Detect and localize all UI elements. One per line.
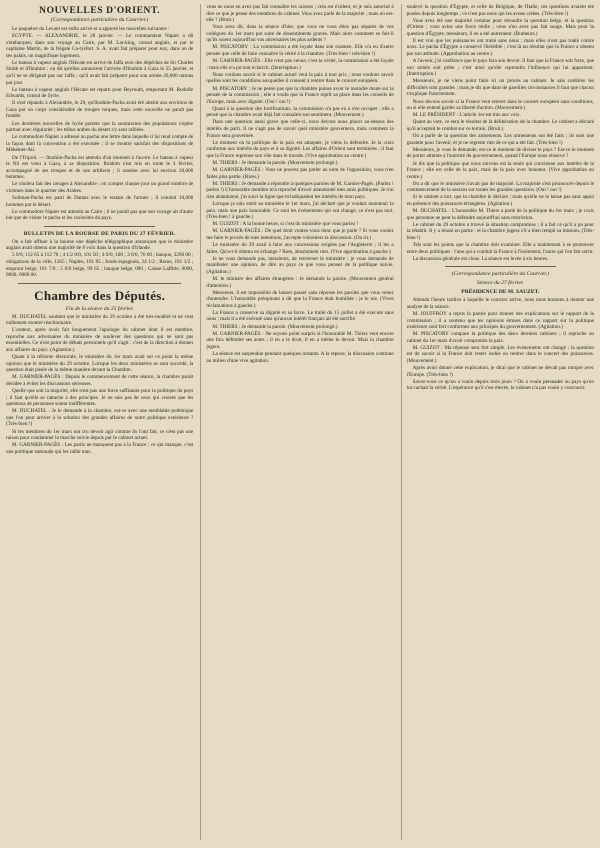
debate-paragraph: M. THIERS : Je demande la parole. (Mouvement prolongé.) xyxy=(212,159,338,166)
debate-paragraph: Si les membres du 1er mars ont cru devoir agir comme ils l'ont fait, ce n'est pas une raison pour condamner la marche suivie depuis par le cabinet actuel. xyxy=(6,428,194,442)
article-paragraph: Les dernières nouvelles de Syrie portent que la soumission des populations s'opère partout avec régularité ; les tribus arabes du désert s'y sont ralliées. xyxy=(6,120,194,134)
debate-paragraph: M. DUCHATEL : Je le demande à la chambre, est-ce avec une semblable polémique que l'on peut arriver à la solution des grandes affaires de notre politique extérieure ? (Très-bien !) xyxy=(6,408,194,428)
debate-paragraph: M. THIERS : Je demande la parole. (Mouvement prolongé.) xyxy=(212,323,338,330)
debate-paragraph: Après avoir donné cette explication, je dirai que le cabinet ne devait pas rompre avec l'Europe. (Très-bien !) xyxy=(406,365,594,378)
debate-paragraph: M. GUIZOT : Ma réponse sera fort simple. Les événements ont changé ; la question est de savoir si la France doit rester isolée ou rentrer dans le concert des puissances. (Mouvement.) xyxy=(406,344,594,364)
debate-paragraph: L'orateur, après avoir fait longuement l'apologie du cabinet dont il est membre, reproche aux adversaires du ministère de soulever des questions qui ne sont pas essentielles. Ce n'est point de débats personnels qu'il s'agit ; c'est de la direction à donner aux affaires du pays. (Agitation.) xyxy=(6,327,194,353)
divider xyxy=(44,226,155,227)
debate-paragraph: M. GARNIER-PAGÈS : Vous ne pouvez pas parler au nom de l'opposition, vous n'en faites plus partie. (Rires.) xyxy=(206,167,394,180)
divider xyxy=(445,266,556,267)
chamber-title: Chambre des Députés. xyxy=(34,287,166,303)
debate-paragraph: La France a conservé sa dignité et sa force. Le traité du 15 juillet a été exécuté sans nous ; mais il a été exécuté sans qu'aucun intérêt français ait été sacrifié. xyxy=(206,309,394,323)
debate-paragraph: Attendu l'heure tardive à laquelle le courrier arrive, nous nous bornons à donner une analyse de la séance. xyxy=(406,297,594,310)
article-paragraph: EGYPTE. — ALEXANDRIE, le 28 janvier. — Le commandant Napier a dû s'embarquer, dans son voyage au Caire, par M. Lar-king, consul anglais, et par le capitaine Martin, de la frégate Ca-rysfort. S. A. avait fait préparer pour eux, dans un de ses palais, un magnifique logement. xyxy=(6,33,194,59)
presidency-heading: PRÉSIDENCE DE M. SAUZET. xyxy=(461,289,540,296)
debate-paragraph: soulevé la question d'Égypte, et celle de Belgique, de l'Italie, ces questions avaient été posées depuis longtemps ; ce n'est pas nous qui les avons créées. (Très-bien !) xyxy=(406,4,594,17)
debate-paragraph: Lorsque je suis entré au ministère le 1er mars, j'ai déclaré que je voulais maintenir la paix, mais une paix honorable. Ce sont les événements qui ont changé, ce n'est pas moi. (Très-bien ! à gauche.) xyxy=(206,200,394,221)
debate-paragraph: Quant à la question des fortifications, la commission n'a pas eu à s'en occuper ; elle a pensé que la chambre avait déjà fait connaître son sentiment. (Mouvement.) xyxy=(206,105,394,119)
debate-paragraph: M. DUCHATEL : L'honorable M. Thiers a parlé de la politique du 1er mars ; je crois que personne ne peut la défendre aujourd'hui sans restriction. xyxy=(406,208,594,221)
debate-paragraph: A l'avenir, j'ai confiance que le pays fera son devoir. Il faut que la France soit forte, que son armée soit prête ; c'est ainsi qu'elle reprendra l'influence qui lui appartient. (Interruption.) xyxy=(406,58,594,78)
chamber-sitting-date: Fin de la séance du 25 février. xyxy=(65,305,134,312)
debate-paragraph: Si le cabinet a tort, que la chambre le déclare ; mais qu'elle ne le laisse pas sans appui en présence des puissances étrangères. (Agitation.) xyxy=(406,194,594,207)
debate-paragraph: M. le ministre des affaires étrangères : Je demande la parole. (Mouvement général d'attention.) xyxy=(206,275,394,289)
bourse-bulletin-title: BULLETIN DE LA BOURSE DE PARIS DU 27 FÉVRIER. xyxy=(23,230,176,237)
debate-paragraph: M. JOUFFROY a repris la parole pour donner des explications sur le rapport de la commission ; il a soutenu que les opinions émises dans ce rapport sur la politique extérieure sont fort conformes aux principes du gouvernement. (Agitation.) xyxy=(406,310,594,331)
article-paragraph: Soliman-Pacha est parti de Damas avec le restant de l'armée ; il conduit 10,000 hommes par le désert. xyxy=(6,195,194,208)
section-header-orient: NOUVELLES D'ORIENT. xyxy=(39,6,161,16)
debate-paragraph: Le moment où la politique de la paix est attaquée, je viens la défendre. Je la crois conforme aux intérêts du pays et à sa dignité. Les affaires d'Orient sont terminées ; il faut que la France reprenne son rôle dans le monde. (Vive approbation au centre.) xyxy=(206,139,394,159)
debate-paragraph: vous ne nous en avez pas fait connaître les raisons ; cela est évident, et je suis autorisé à dire ce que je pense des membres du cabinet. Vous avez parlé de la majorité ; mais où est-elle ? (Bruit.) xyxy=(206,4,394,24)
debate-paragraph: Savez-vous ce qu'on a voulu depuis trois jours ? On a voulu persuader au pays qu'on lui cachait la vérité. L'espérance qu'il s'est élevée, le cabinet n'a pas voulu y concourir. xyxy=(406,378,594,392)
debate-paragraph: M. GARNIER-PAGÈS : Les partis ne manquent pas à la France ; ce qui manque, c'est une politique nationale qui les rallie tous. xyxy=(6,442,194,455)
debate-paragraph: Dans une question aussi grave que celle-ci, nous devons nous placer au-dessus des intérêts de parti. Il ne s'agit pas de savoir quel ministère gouvernera, mais comment la France sera gouvernée. xyxy=(206,119,394,139)
column-1 xyxy=(6,4,193,840)
debate-paragraph: Le ministère du 29 avait à faire aux concessions exigées par l'Angleterre ; il les a faites. Qu'a-t-il obtenu en échange ? Rien, absolument rien. (Vive approbation à gauche.) xyxy=(206,242,394,255)
article-paragraph: De l'Tripoli. — Ibrahim-Pacha est attendu d'un moment à l'au-tre. Le bateau à vapeur le Nil est venu à Gaza, à sa disposition. Ibrahim s'est mis en route le 4 février, accompagné de ses troupes et de son artillerie ; il ramène avec lui environ 20,000 hommes. xyxy=(6,154,194,181)
debate-paragraph: M. GARNIER-PAGÈS : Ne soyons point surpris si l'honorable M. Thiers veut encore une fois défendre ses actes ; il en a le droit, il en a même le devoir. Mais la chambre jugera. xyxy=(206,330,394,350)
correspondence-note: (Correspondance particulière du Courrier.) xyxy=(451,271,550,278)
debate-paragraph: M. PISCATORY : La commission a été loyale dans son examen. Elle n'a eu d'autre pensée que celle de faire connaître la vérité à la chambre. (Très-bien ! très-bien !) xyxy=(206,44,394,58)
debate-paragraph: Je dis que la politique que nous suivons est la seule qui convienne aux intérêts de la France ; elle est celle de la paix, mais de la paix avec honneur. (Vive approbation au centre.) xyxy=(406,160,594,180)
newspaper-page xyxy=(6,4,594,840)
debate-paragraph: Messieurs, je vous le demande, est-ce le moment de diviser le pays ? Est-ce le moment de porter atteinte à l'autorité du gouvernement, quand l'Europe nous observe ? xyxy=(406,146,594,160)
debate-paragraph: M. PISCATORY : Je ne pense pas que la chambre puisse avoir le moindre doute sur la pensée de la commission ; elle a voulu que la France reprît sa place dans les conseils de l'Europe, mais avec dignité. (Oui ! oui !) xyxy=(206,85,394,105)
article-paragraph: Le commodore Napier a adressé au pacha une lettre dans laquelle il lui rend compte de la façon dont la convention a été exécutée ; il se montre satisfait des dispositions de Méhémet-Ali. xyxy=(6,134,194,154)
column-2 xyxy=(200,4,393,840)
debate-paragraph: Nous voulons savoir si le cabinet actuel veut la paix à tout prix ; nous voulons savoir quelles sont les conditions auxquelles il consent à rentrer dans le concert européen. xyxy=(206,71,394,85)
article-paragraph: Le cholera fait des ravages à Alexandrie ; on compte chaque jour un grand nombre de victimes dans le quartier des Arabes. xyxy=(6,181,194,194)
debate-paragraph: M. GUIZOT : A la bonne heure, si c'est du ministère que vous parlez ! xyxy=(212,221,359,228)
debate-paragraph: M. THIERS : Je demande à répondre à quelques paroles de M. Garnier-Pagès. (Parlez ! parlez !) L'honorable membre m'a reproché d'avoir abandonné mes amis politiques. Je n'ai rien abandonné, j'ai suivi la ligne que m'indiquaient les intérêts de mon pays. xyxy=(206,180,394,200)
correspondence-note: (Correspondance particulière du Courrier.) xyxy=(50,17,149,23)
column-3 xyxy=(401,4,594,840)
debate-paragraph: On a dit que le ministère n'avait pas de majorité. La majorité s'est prononcée depuis le commencement de la session sur toutes les grandes questions. (Oui ! oui !) xyxy=(406,180,594,194)
debate-paragraph: Messieurs, il est impossible de laisser passer sans réponse les paroles que vous venez d'entendre. L'honorable préopinant a dit que la France était humiliée ; je le nie. (Vives réclamations à gauche.) xyxy=(206,289,394,309)
sitting-date: Séance du 27 février. xyxy=(476,280,524,287)
article-paragraph: Le paquebot du Levant est enfin arrivé et a apporté les nouvelles suivantes : xyxy=(12,26,170,32)
debate-paragraph: M. GARNIER-PAGÈS : Elle n'est pas venue, c'est la vérité, la commission a été loyale ; mais elle n'a pu tout éclaircir. (Interruption.) xyxy=(206,58,394,71)
debate-paragraph: La discussion générale est close. La séance est levée à six heures. xyxy=(412,255,549,262)
debate-paragraph: Vous avez été une majorité certaine pour résoudre la question belge, et la question d'Orient ; vous aviez une force réelle ; vous n'en avez pas fait usage. Mais pour la question d'Égypte, messieurs, il en a été autrement. (Rumeurs.) xyxy=(406,17,594,37)
debate-paragraph: Quelle que soit la majorité, elle n'est pas une force suffisante pour la politique du pays ; il faut qu'elle se rattache à des principes. Je ne suis pas de ceux qui croient que les questions de personnes soient indifférentes. xyxy=(6,388,194,408)
debate-paragraph: M. PISCATORY compare la politique des deux derniers cabinets ; il reproche au cabinet du 1er mars d'avoir compromis la paix. xyxy=(406,331,594,344)
article-paragraph: Le commodore Napier est attendu au Caire ; il ne paraît pas que son voyage ait d'autre but que de visiter le pacha et les curiosités du pays. xyxy=(6,208,194,222)
debate-paragraph: Vous avez dit, dans la séance d'hier, que vous ne vous étiez pas séparés de vos collègues du 1er mars par suite de dissentiments graves. Mais alors comment se fait-il qu'ils soient aujourd'hui vos adversaires les plus ardents ? xyxy=(206,24,394,44)
debate-paragraph: Messieurs, je ne viens point faire ici un procès au cabinet. Je sais combien les difficultés sont grandes ; mais je dis que dans de pareilles circonstances il faut que chacun s'explique franchement. xyxy=(406,78,594,98)
debate-paragraph: Le cabinet du 29 octobre a trouvé la situation compromise ; il a fait ce qu'il a pu pour la rétablir. Il y a réussi en partie ; et la chambre jugera s'il a bien rempli sa mission. (Très-bien !) xyxy=(406,221,594,241)
debate-paragraph: La séance est suspendue pendant quelques instants. A la reprise, la discussion continue au milieu d'une vive agitation. xyxy=(206,350,394,364)
bourse-paragraph: On a fait affluer à la bourse une dépêche télégraphique annonçant que le ministère anglais avait obtenu une majorité de 8 voix dans la question d'Irlande. xyxy=(6,238,194,252)
article-paragraph: Il s'est répandu à Alexandrie, le 29, qu'Ibrahim-Pacha avait été atteint aux environs de Gaza par un corps considérable de troupes turques, mais cette nouvelle ne paraît pas fondée. xyxy=(6,100,194,120)
debate-paragraph: Quant à la réforme électorale, le ministère du 1er mars avait sur ce point la même opinion que le ministère du 29 octobre. Lorsque les deux ministères se sont succédé, la question était posée de la même manière devant la Chambre. xyxy=(6,354,194,374)
divider xyxy=(18,283,181,284)
bourse-paragraph: 5 0/0, 112 65 à 112 70 ; 4 1/2 0/0, 101 50 ; 4 0/0, 100 ; 3 0/0, 76 00 ; banque, 3290 00 ; obligations de la ville, 1265 ; Naples, 101 85 ; fonds espagnols, 24 1/2 ; Rome, 101 1/2 ; emprunt belge, 101 7/8 ; 5 0/0 belge, 99 65 ; banque belge, 000 ; Caisse Laffitte, 0000, 0000, 0000 00. xyxy=(6,252,194,279)
debate-paragraph: Tels sont les points que la chambre doit examiner. Elle a maintenant à se prononcer entre deux politiques : l'une qui a conduit la France à l'isolement, l'autre qui l'en fait sortir. xyxy=(406,242,594,255)
debate-paragraph: M. LE PRÉSIDENT : L'article 1er est mis aux voix. xyxy=(412,112,521,119)
debate-paragraph: M. GARNIER-PAGÈS : De quel droit voulez-vous donc que je parle ? Si vous voulez me faire le procès de mes intentions, j'accepte volontiers la discussion. (On rit.) xyxy=(206,228,394,241)
debate-paragraph: Nous devons savoir si la France veut rentrer dans le concert européen sans conditions, ou si elle entend garder sa liberté d'action. (Mouvement.) xyxy=(406,98,594,112)
debate-paragraph: On a parlé de la question des armements. Les armements ont été faits ; ils sont une garantie pour l'avenir, et je ne regrette rien de ce qui a été fait. (Très-bien !) xyxy=(406,133,594,146)
debate-paragraph: Quant au vote, ce sera le résultat de la délibération de la chambre. Le cabinet a déclaré qu'il acceptait le combat sur ce terrain. (Bruit.) xyxy=(406,119,594,132)
debate-paragraph: Je ne vous demande pas, messieurs, de renverser le ministère ; je vous demande de manifester une opinion, de dire au pays ce que vous pensez de la politique suivie. (Agitation.) xyxy=(206,255,394,275)
debate-paragraph: Il est vrai que les puissances ont traité sans nous ; mais elles n'ont pas traité contre nous. Le pacha d'Égypte a conservé l'hérédité ; c'est là un résultat que la France a obtenu par son attitude. (Approbation au centre.) xyxy=(406,37,594,58)
debate-paragraph: M. DUCHATEL soutient que le ministère du 29 octobre a été très-modéré et ne s'est nullement montré réactionnaire. xyxy=(6,313,194,327)
article-paragraph: Le bateau à vapeur anglais l'Hécate est arrivé de Jaffa avec des dépêches de Sir Charles Smith et d'Ibrahim ; on dit qu'elles annoncent l'arrivée d'Ibrahim à Gaza le 25 janvier, et qu'il ne se dirigeait pas sur Jaffa ; qu'il avait fait préparer pour son armée 20,000 rations par jour. xyxy=(6,59,194,86)
debate-paragraph: M. GARNIER-PAGÈS : Depuis le commencement de cette séance, la chambre paraît décidée à éviter les discussions sérieuses. xyxy=(6,374,194,387)
article-paragraph: Le bateau à vapeur anglais l'Hécate est reparti pour Beyrouth, emportant M. Rodolfe Edwards, consul de Syrie. xyxy=(6,86,194,100)
